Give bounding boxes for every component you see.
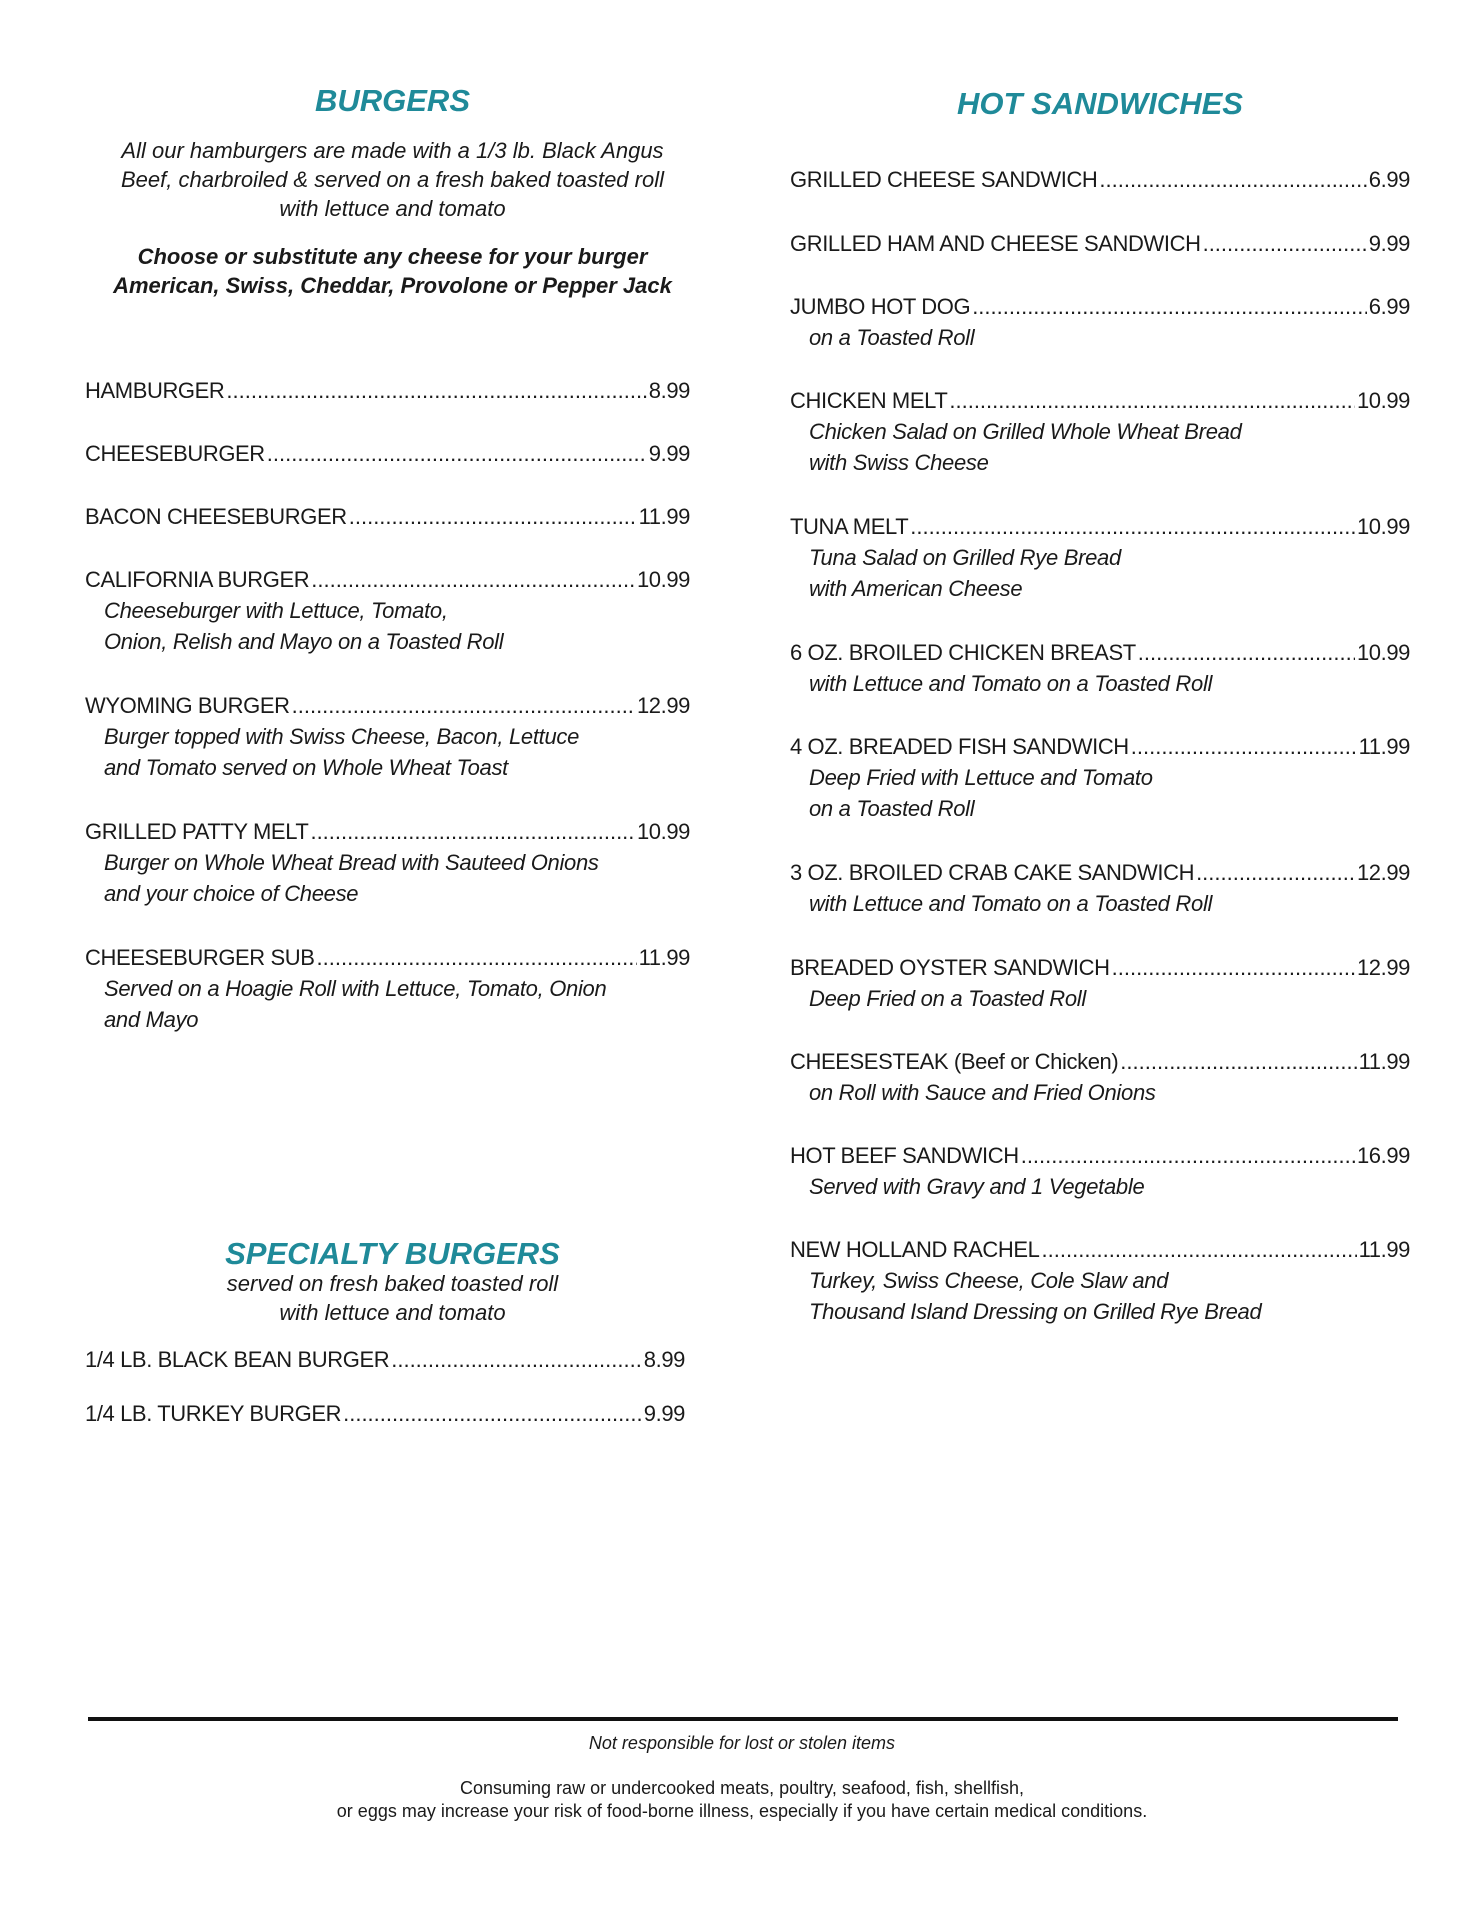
item-description: with Lettuce and Tomato on a Toasted Roll: [809, 671, 1213, 696]
item-price: 12.99: [1356, 860, 1410, 885]
menu-item-row: [790, 953, 1410, 983]
dot-leader: [226, 376, 646, 406]
item-description: Burger on Whole Wheat Bread with Sauteed Onions: [104, 850, 599, 875]
dot-leader: [949, 386, 1355, 416]
item-name: GRILLED CHEESE SANDWICH: [790, 167, 1098, 192]
menu-item-row: [85, 817, 690, 847]
item-description: Burger topped with Swiss Cheese, Bacon, Lettuce: [104, 724, 580, 749]
dot-leader: [910, 512, 1355, 542]
item-price: 16.99: [1356, 1143, 1410, 1168]
food-safety-warning: [0, 1777, 1484, 1823]
menu-item: [790, 638, 1410, 699]
item-description: with Swiss Cheese: [809, 450, 989, 475]
menu-item: [85, 439, 690, 469]
item-price: 11.99: [638, 945, 690, 970]
item-name: JUMBO HOT DOG: [790, 294, 971, 319]
item-description: on a Toasted Roll: [809, 325, 975, 350]
menu-item: [85, 1345, 685, 1375]
item-description: Cheeseburger with Lettuce, Tomato,: [104, 598, 448, 623]
item-description: with Lettuce and Tomato on a Toasted Roll: [809, 891, 1213, 916]
item-description: and Tomato served on Whole Wheat Toast: [104, 755, 508, 780]
cheese-note-line: American, Swiss, Cheddar, Provolone or Pepper Jack: [113, 273, 672, 298]
menu-item-row: [790, 638, 1410, 668]
menu-item-row: [790, 229, 1410, 259]
dot-leader: [267, 439, 647, 469]
menu-item-row: [85, 943, 690, 973]
item-description: Deep Fried with Lettuce and Tomato: [809, 765, 1153, 790]
item-name: CHICKEN MELT: [790, 388, 948, 413]
item-name: HAMBURGER: [85, 378, 225, 403]
item-price: 9.99: [643, 1401, 685, 1426]
item-price: 9.99: [648, 441, 690, 466]
item-name: GRILLED HAM AND CHEESE SANDWICH: [790, 231, 1201, 256]
menu-item-row: [790, 732, 1410, 762]
item-price: 12.99: [1356, 955, 1410, 980]
item-name: BACON CHEESEBURGER: [85, 504, 347, 529]
item-name: CHEESESTEAK (Beef or Chicken): [790, 1049, 1119, 1074]
item-name: TUNA MELT: [790, 514, 909, 539]
item-description: with American Cheese: [809, 576, 1023, 601]
burgers-intro-line: with lettuce and tomato: [279, 196, 506, 221]
item-price: 12.99: [636, 693, 690, 718]
dot-leader: [1112, 953, 1355, 983]
item-price: 10.99: [636, 567, 690, 592]
hot-sandwiches-title: HOT SANDWICHES: [957, 86, 1243, 121]
item-name: 3 OZ. BROILED CRAB CAKE SANDWICH: [790, 860, 1195, 885]
menu-item-row: [85, 1399, 685, 1429]
item-description: Served on a Hoagie Roll with Lettuce, Tomato, Onion: [104, 976, 607, 1001]
dot-leader: [1138, 638, 1355, 668]
item-name: NEW HOLLAND RACHEL: [790, 1237, 1040, 1262]
cheese-note: [85, 242, 700, 300]
dot-leader: [972, 292, 1367, 322]
menu-item: [85, 691, 690, 783]
menu-item: [790, 1141, 1410, 1202]
item-price: 10.99: [1356, 514, 1410, 539]
item-name: CALIFORNIA BURGER: [85, 567, 310, 592]
menu-item-row: [790, 1141, 1410, 1171]
menu-item-row: [790, 858, 1410, 888]
item-name: 4 OZ. BREADED FISH SANDWICH: [790, 734, 1129, 759]
item-description: Deep Fried on a Toasted Roll: [809, 986, 1086, 1011]
warning-line: Consuming raw or undercooked meats, poultry, seafood, fish, shellfish,: [460, 1778, 1024, 1798]
menu-item: [790, 858, 1410, 919]
menu-item-row: [85, 565, 690, 595]
burgers-title: BURGERS: [314, 83, 470, 118]
item-description: Tuna Salad on Grilled Rye Bread: [809, 545, 1121, 570]
item-name: 1/4 LB. BLACK BEAN BURGER: [85, 1347, 390, 1372]
menu-item-row: [790, 292, 1410, 322]
menu-item: [790, 229, 1410, 259]
menu-item-row: [790, 512, 1410, 542]
item-price: 8.99: [643, 1347, 685, 1372]
item-description: Turkey, Swiss Cheese, Cole Slaw and: [809, 1268, 1169, 1293]
menu-item-row: [85, 691, 690, 721]
menu-item: [790, 165, 1410, 195]
menu-item-row: [85, 439, 690, 469]
item-price: 6.99: [1368, 294, 1410, 319]
menu-item: [790, 732, 1410, 824]
burgers-intro-line: All our hamburgers are made with a 1/3 lb. Black Angus: [121, 138, 664, 163]
menu-item: [790, 953, 1410, 1014]
menu-item-row: [85, 502, 690, 532]
item-description: Chicken Salad on Grilled Whole Wheat Bread: [809, 419, 1242, 444]
dot-leader: [311, 565, 635, 595]
menu-item: [790, 512, 1410, 604]
item-name: GRILLED PATTY MELT: [85, 819, 309, 844]
dot-leader: [343, 1399, 642, 1429]
menu-item: [790, 1047, 1410, 1108]
burgers-intro: [85, 136, 700, 223]
item-name: CHEESEBURGER SUB: [85, 945, 315, 970]
item-description: and Mayo: [104, 1007, 199, 1032]
menu-item: [85, 943, 690, 1035]
warning-line: or eggs may increase your risk of food-borne illness, especially if you have certain medical conditions.: [336, 1801, 1148, 1821]
item-name: CHEESEBURGER: [85, 441, 265, 466]
footer-note: Not responsible for lost or stolen items: [588, 1733, 896, 1753]
footer-divider: [88, 1717, 1398, 1721]
specialty-burgers-title: SPECIALTY BURGERS: [225, 1236, 560, 1271]
burgers-intro-line: Beef, charbroiled & served on a fresh baked toasted roll: [121, 167, 664, 192]
cheese-note-line: Choose or substitute any cheese for your burger: [137, 244, 648, 269]
item-name: HOT BEEF SANDWICH: [790, 1143, 1019, 1168]
menu-item-row: [790, 1235, 1410, 1265]
dot-leader: [1203, 229, 1367, 259]
specialty-subtitle-line: with lettuce and tomato: [279, 1300, 506, 1325]
item-price: 6.99: [1368, 167, 1410, 192]
dot-leader: [1120, 1047, 1356, 1077]
item-price: 9.99: [1368, 231, 1410, 256]
item-description: and your choice of Cheese: [104, 881, 359, 906]
dot-leader: [1042, 1235, 1357, 1265]
menu-item-row: [85, 376, 690, 406]
menu-item: [85, 817, 690, 909]
specialty-subtitle: [85, 1269, 700, 1327]
item-price: 8.99: [648, 378, 690, 403]
dot-leader: [292, 691, 635, 721]
menu-item: [790, 386, 1410, 478]
dot-leader: [310, 817, 634, 847]
dot-leader: [1131, 732, 1357, 762]
menu-item: [85, 376, 690, 406]
item-price: 11.99: [1358, 734, 1410, 759]
specialty-subtitle-line: served on fresh baked toasted roll: [226, 1271, 559, 1296]
item-name: 1/4 LB. TURKEY BURGER: [85, 1401, 342, 1426]
dot-leader: [1196, 858, 1355, 888]
menu-item: [790, 1235, 1410, 1327]
dot-leader: [1021, 1141, 1355, 1171]
dot-leader: [1099, 165, 1366, 195]
menu-item: [85, 502, 690, 532]
menu-item: [85, 565, 690, 657]
dot-leader: [391, 1345, 642, 1375]
item-price: 11.99: [1358, 1049, 1410, 1074]
item-description: Thousand Island Dressing on Grilled Rye Bread: [809, 1299, 1262, 1324]
item-price: 11.99: [638, 504, 690, 529]
item-price: 10.99: [1356, 388, 1410, 413]
menu-item: [85, 1399, 685, 1429]
dot-leader: [349, 502, 637, 532]
item-price: 10.99: [636, 819, 690, 844]
item-name: 6 OZ. BROILED CHICKEN BREAST: [790, 640, 1136, 665]
item-description: Onion, Relish and Mayo on a Toasted Roll: [104, 629, 504, 654]
item-description: Served with Gravy and 1 Vegetable: [809, 1174, 1145, 1199]
menu-item-row: [790, 1047, 1410, 1077]
menu-item: [790, 292, 1410, 353]
item-name: BREADED OYSTER SANDWICH: [790, 955, 1110, 980]
item-name: WYOMING BURGER: [85, 693, 290, 718]
menu-item-row: [790, 386, 1410, 416]
item-description: on Roll with Sauce and Fried Onions: [809, 1080, 1156, 1105]
dot-leader: [317, 943, 637, 973]
item-price: 10.99: [1356, 640, 1410, 665]
menu-item-row: [85, 1345, 685, 1375]
item-description: on a Toasted Roll: [809, 796, 975, 821]
item-price: 11.99: [1358, 1237, 1410, 1262]
menu-item-row: [790, 165, 1410, 195]
